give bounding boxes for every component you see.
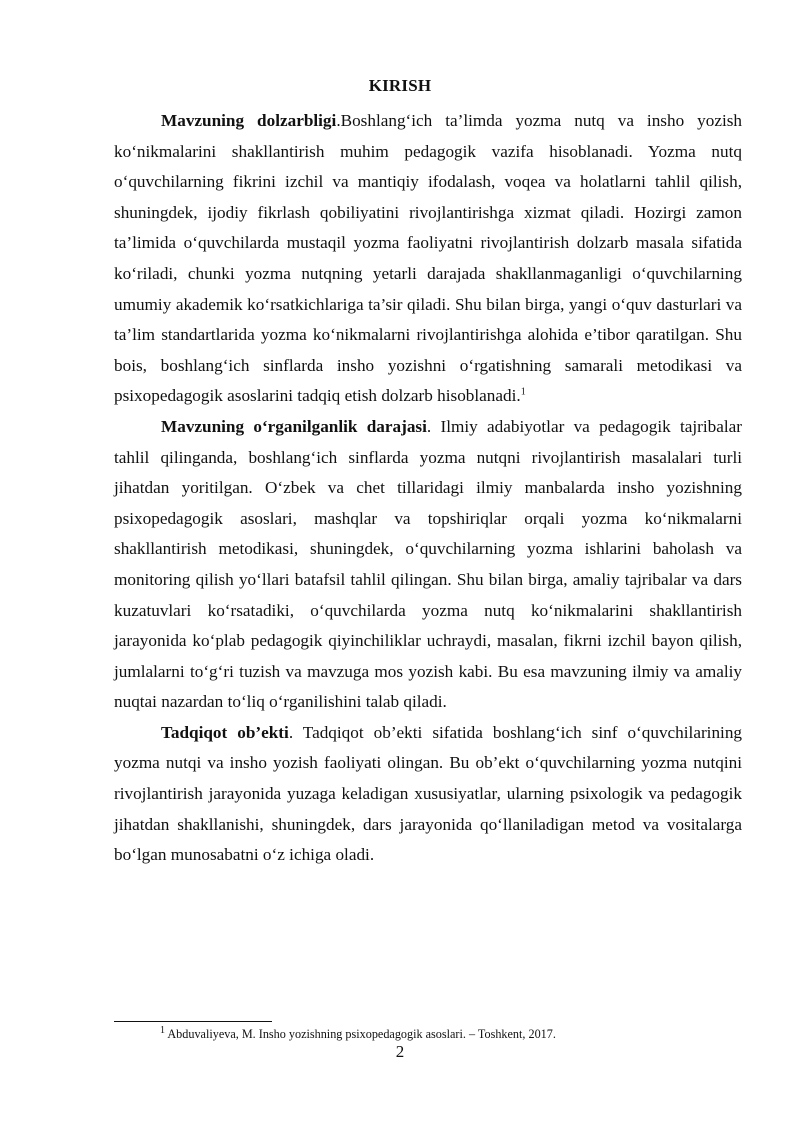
body-text [114,106,742,871]
paragraph-lead: Mavzuning o‘rganilganlik darajasi [161,416,427,436]
paragraph-lead: Tadqiqot ob’ekti [161,722,289,742]
section-title: KIRISH [368,76,432,95]
footnote [160,1026,760,1042]
paragraph-lead: Mavzuning dolzarbligi [161,111,337,130]
paragraph-text: .Boshlang‘ich ta’limda yozma nutq va insho yozish ko‘nikmalarini shakllantirish muhim pedagogik vazifa hisoblanadi. Yozma nutq o‘quvchilarning fikrini izchil va mantiqiy ifodalash, voqea va holatlarni tahlil qilish, shuningdek, ijodiy fikrlash qobiliyatini rivojlantirishga xizmat qiladi. Hozirgi zamon ta’limida o‘quvchilarda mustaqil yozma faoliyatni rivojlantirish dolzarb masala sifatida ko‘riladi, chunki yozma nutqning yetarli darajada shakllanmaganligi o‘quvchilarning umumiy akademik ko‘rsatkichlariga ta’sir qiladi. Shu bilan birga, yangi o‘quv dasturlari va ta’lim standartlarida yozma ko‘nikmalarni rivojlantirishga alohida e’tibor qaratilgan. Shu bois, boshlang‘ich sinflarda insho yozishni o‘rgatishning samarali metodikasi va psixopedagogik asoslarini tadqiq etish dolzarb hisoblanadi. [114,111,743,406]
page-number: 2 [395,1042,405,1061]
footnote-reference[interactable]: 1 [520,386,526,398]
paragraph-research-object [114,718,742,871]
paragraph-study-level [114,412,742,718]
paragraph-text: . Tadqiqot ob’ekti sifatida boshlang‘ich sinf o‘quvchilarining yozma nutqi va insho yozish faoliyati olingan. Bu ob’ekt o‘quvchilarning yozma nutqini rivojlantirish jarayonida yuzaga keladigan xususiyatlar, ularning psixologik va pedagogik jihatdan shakllanishi, shuningdek, dars jarayonida qo‘llaniladigan metod va vositalarga bo‘lgan munosabatni o‘z ichiga oladi. [114,722,743,865]
footnote-text: Abduvaliyeva, M. Insho yozishning psixopedagogik asoslari. – Toshkent, 2017. [165,1027,556,1041]
paragraph-text: . Ilmiy adabiyotlar va pedagogik tajribalar tahlil qilinganda, boshlang‘ich sinflarda yozma nutqni rivojlantirish masalalari turli jihatdan yoritilgan. O‘zbek va chet tillaridagi ilmiy manbalarda insho yozishning psixopedagogik asoslari, mashqlar va topshiriqlar orqali yozma ko‘nikmalarni shakllantirish metodikasi, shuningdek, o‘quvchilarning yozma ishlarini baholash va monitoring qilish yo‘llari batafsil tahlil qilingan. Shu bilan birga, amaliy tajribalar va dars kuzatuvlari ko‘rsatadiki, o‘quvchilarda yozma nutq ko‘nikmalarini shakllantirish jarayonida ko‘plab pedagogik qiyinchiliklar uchraydi, masalan, fikrni izchil bayon qilish, jumlalarni to‘g‘ri tuzish va mavzuga mos yozish kabi. Bu esa mavzuning ilmiy va amaliy nuqtai nazardan to‘liq o‘rganilishini talab qiladi. [114,416,742,712]
footnote-number: 1 [160,1024,165,1036]
paragraph-relevance [114,106,742,412]
footnote-divider [114,1021,272,1022]
